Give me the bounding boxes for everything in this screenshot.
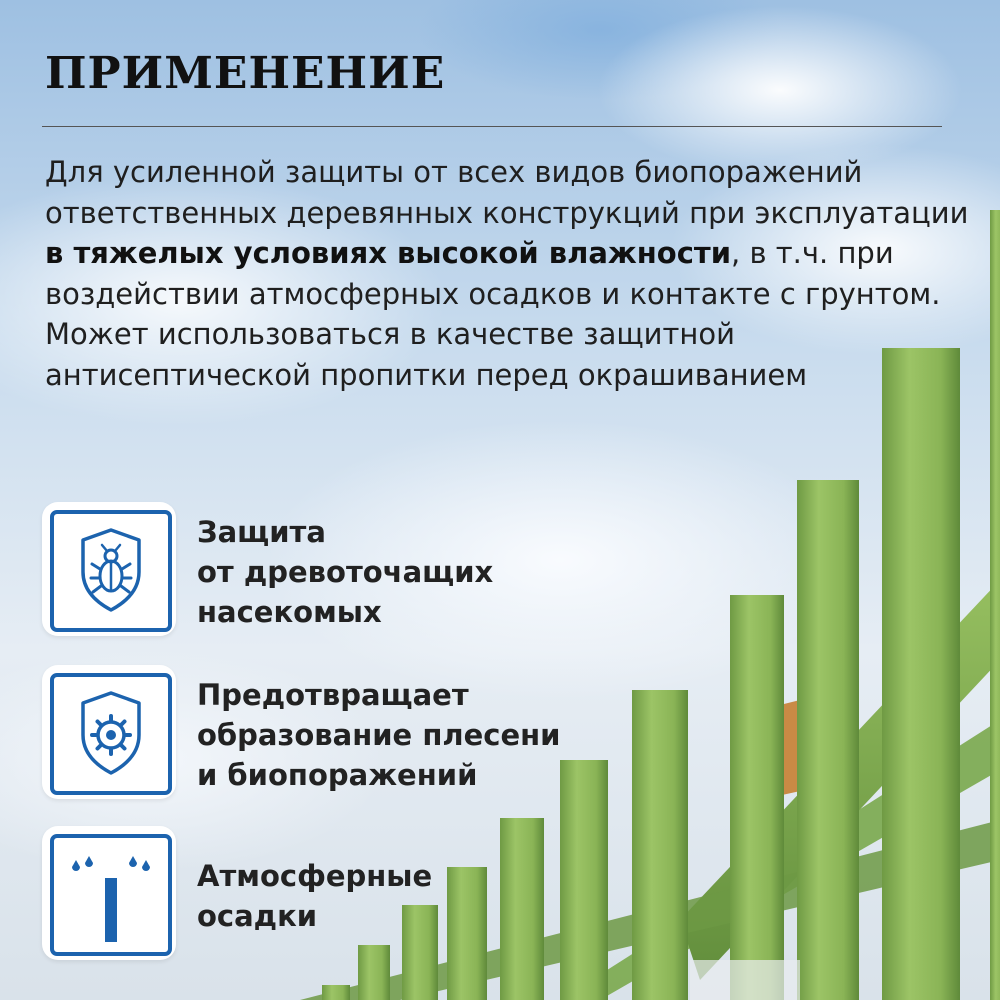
description-text: Для усиленной защиты от всех видов биопоражений ответственных деревянных конструкций при эксплуатации (45, 155, 969, 230)
feature-icon-box (42, 502, 176, 636)
feature-icon-box (42, 665, 176, 799)
feature-label: Атмосферные осадки (197, 859, 433, 933)
shield-gear-icon (54, 677, 168, 791)
description-paragraph (45, 152, 975, 395)
feature-icon-box (42, 826, 176, 960)
shield-bug-icon (54, 514, 168, 628)
feature-label: Защита от древоточащих насекомых (197, 515, 494, 629)
rain-post-icon (54, 838, 168, 952)
description-text-continued: , в т.ч. при воздействии атмосферных осадков и контакте с грунтом. Может использоваться в качестве защитной антисептической пропитки перед окрашиванием (45, 236, 941, 392)
title-divider (42, 126, 942, 127)
description-emphasis: в тяжелых условиях высокой влажности (45, 236, 732, 270)
page-title: ПРИМЕНЕНИЕ (45, 48, 446, 99)
feature-label: Предотвращает образование плесени и биопоражений (197, 678, 561, 792)
